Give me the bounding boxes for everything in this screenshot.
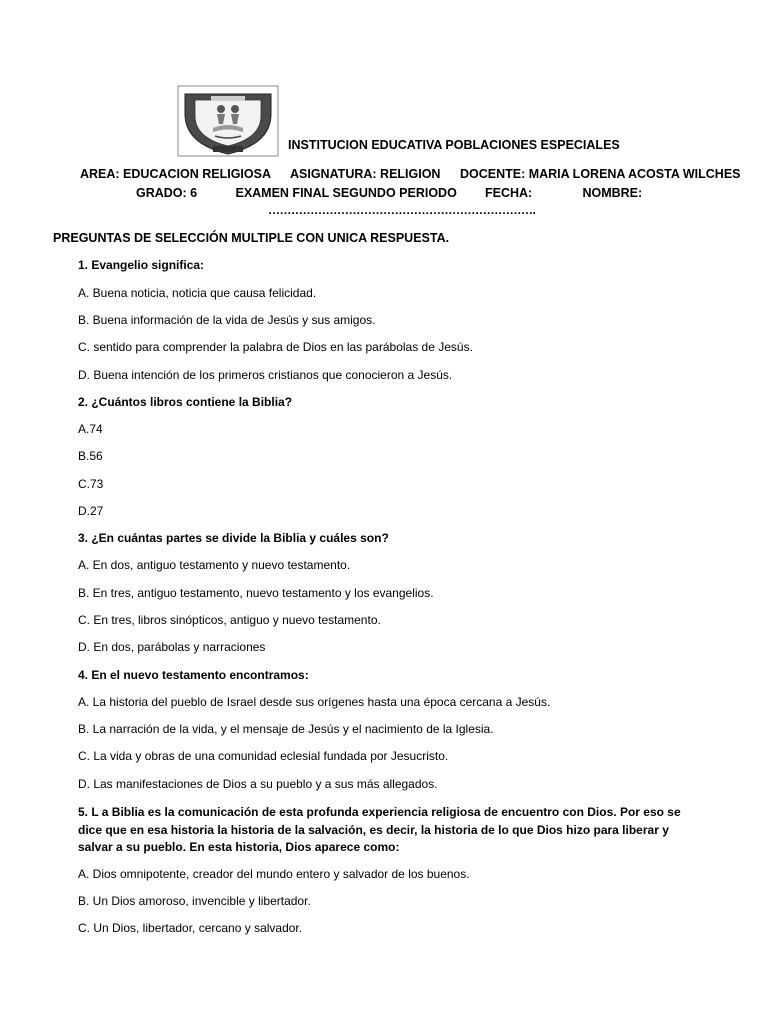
question-4-option-d: D. Las manifestaciones de Dios a su pueblo y a sus más allegados. [78,777,438,791]
question-1-option-c: C. sentido para comprender la palabra de Dios en las parábolas de Jesús. [78,340,473,354]
exam-meta-line-2 [136,186,642,200]
question-5-option-a: A. Dios omnipotente, creador del mundo entero y salvador de los buenos. [78,867,470,881]
teacher-label: DOCENTE: MARIA LORENA ACOSTA WILCHES [459,167,741,181]
question-2-option-a: A.74 [78,422,103,436]
question-4-option-b: B. La narración de la vida, y el mensaje de Jesús y el nacimiento de la Iglesia. [78,722,494,736]
question-3-option-a: A. En dos, antiguo testamento y nuevo testamento. [78,558,351,572]
exam-meta-line-1 [80,167,757,181]
institution-name: INSTITUCION EDUCATIVA POBLACIONES ESPECIALES [288,138,620,152]
question-4-option-c: C. La vida y obras de una comunidad eclesial fundada por Jesucristo. [78,749,449,763]
question-1: 1. Evangelio significa: [78,258,205,272]
question-1-option-b: B. Buena información de la vida de Jesús y sus amigos. [78,313,376,327]
question-5: 5. L a Biblia es la comunicación de esta profunda experiencia religiosa de encuentro con Dios. Por eso se dice que en esa historia la historia de la salvación, es decir, la historia de lo que Dios hizo para liberar y salvar a su pueblo. En esta historia, Dios aparece como: [78,805,681,854]
question-5-option-b: B. Un Dios amoroso, invencible y libertador. [78,894,311,908]
name-blank-line: ……………………………………………………………. [268,203,536,217]
question-1-option-a: A. Buena noticia, noticia que causa felicidad. [78,286,317,300]
question-3-option-c: C. En tres, libros sinópticos, antiguo y nuevo testamento. [78,613,381,627]
exam-title: EXAMEN FINAL SEGUNDO PERIODO [235,186,457,200]
question-2: 2. ¿Cuántos libros contiene la Biblia? [78,395,293,409]
subject-label: ASIGNATURA: RELIGION [290,167,441,181]
date-label: FECHA: [484,186,533,200]
question-1-option-d: D. Buena intención de los primeros cristianos que conocieron a Jesús. [78,368,453,382]
question-3-option-d: D. En dos, parábolas y narraciones [78,640,266,654]
school-shield-logo [177,84,279,158]
question-2-option-c: C.73 [78,477,104,491]
area-label: AREA: EDUCACION RELIGIOSA [80,167,271,181]
question-4-option-a: A. La historia del pueblo de Israel desde sus orígenes hasta una época cercana a Jesús. [78,695,551,709]
question-3-option-b: B. En tres, antiguo testamento, nuevo testamento y los evangelios. [78,586,434,600]
question-3: 3. ¿En cuántas partes se divide la Biblia y cuáles son? [78,531,389,545]
question-2-option-b: B.56 [78,449,103,463]
instructions-heading: PREGUNTAS DE SELECCIÓN MULTIPLE CON UNICA RESPUESTA. [53,231,450,245]
grade-label: GRADO: 6 [136,186,198,200]
question-5-option-c: C. Un Dios, libertador, cercano y salvador. [78,921,303,935]
question-2-option-d: D.27 [78,504,104,518]
question-4: 4. En el nuevo testamento encontramos: [78,668,309,682]
name-label: NOMBRE: [582,186,643,200]
